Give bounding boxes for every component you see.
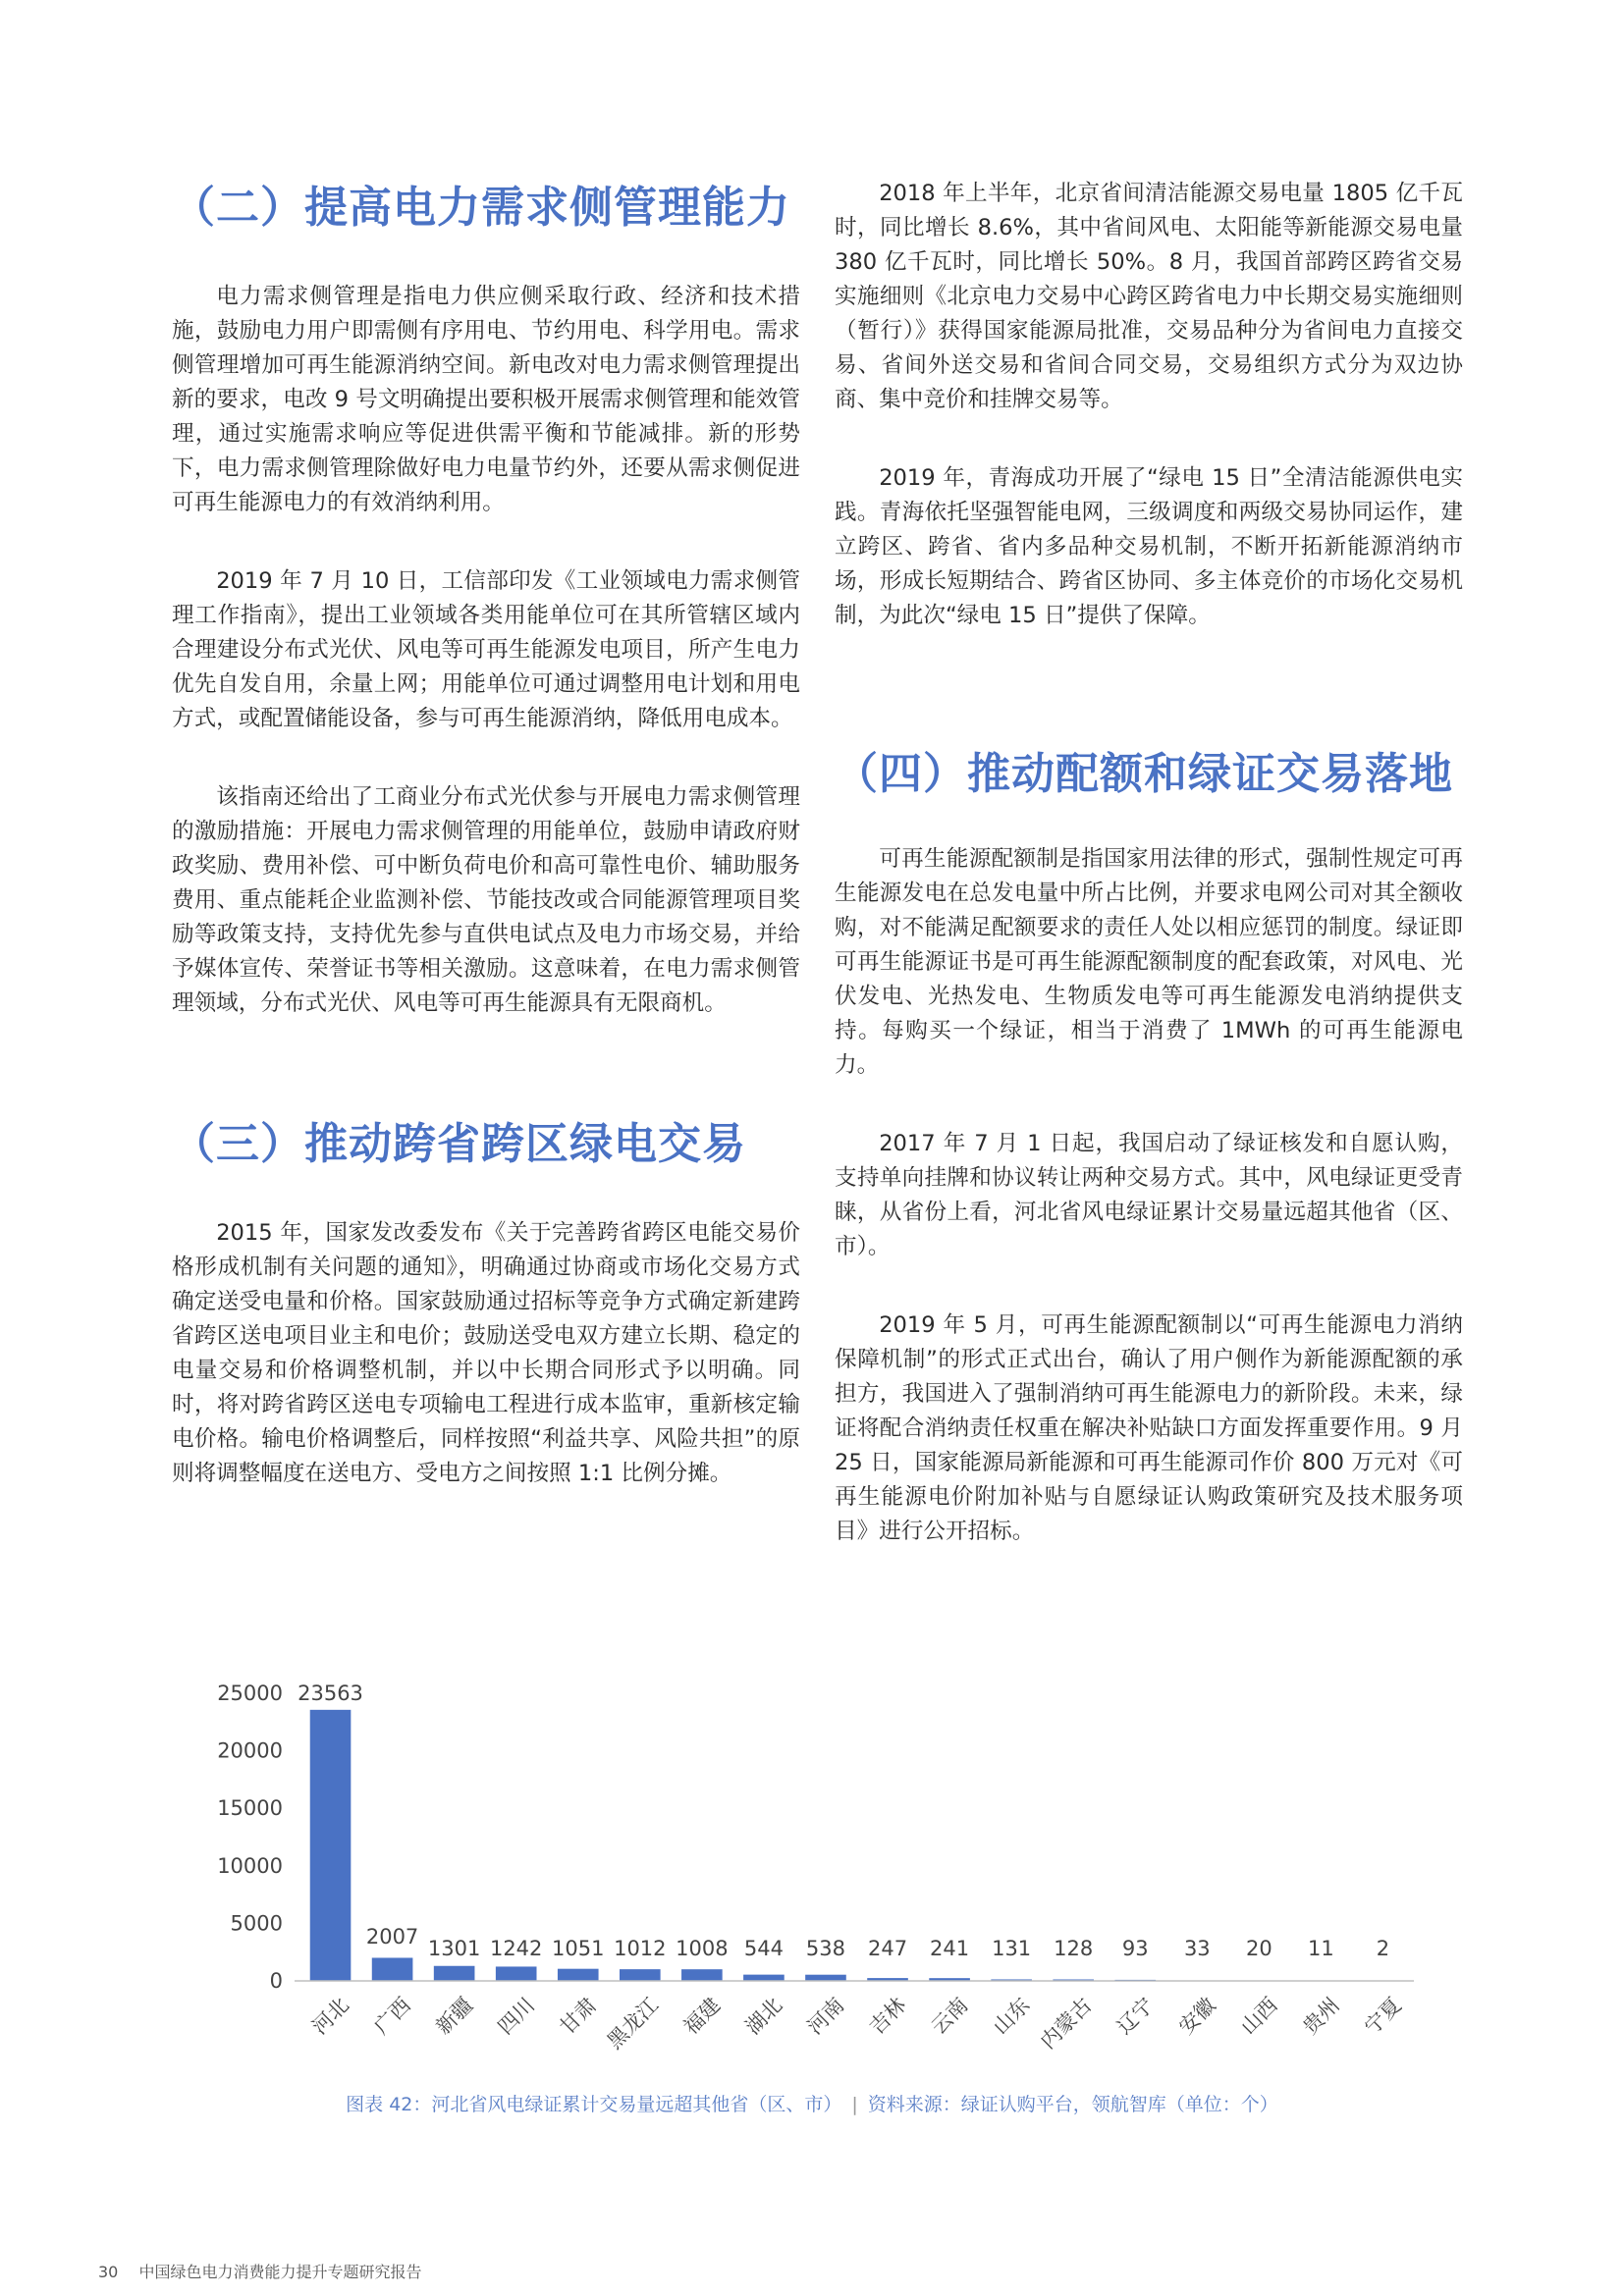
page-footer xyxy=(98,2260,421,2282)
paragraph: 2019 年，青海成功开展了“绿电 15 日”全清洁能源供电实践。青海依托坚强智能电网，三级调度和两级交易协同运作，建立跨区、跨省、省内多品种交易机制，不断开拓新能源消纳市场，形成长短期结合、跨省区协同、多主体竞价的市场化交易机制，为此次“绿电 15 日”提供了保障。 xyxy=(835,465,1463,628)
bar xyxy=(805,1975,846,1981)
bar xyxy=(434,1966,475,1981)
x-tick-label: 河南 xyxy=(802,1993,849,2040)
paragraph: 可再生能源配额制是指国家用法律的形式，强制性规定可再生能源发电在总发电量中所占比例，并要求电网公司对其全额收购，对不能满足配额要求的责任人处以相应惩罚的制度。绿证即可再生能源证书是可再生能源配额制度的配套政策，对风电、光伏发电、光热发电、生物质发电等可再生能源发电消纳提供支持。每购买一个绿证，相当于消费了 1MWh 的可再生能源电力。 xyxy=(835,845,1463,1078)
x-tick-label: 贵州 xyxy=(1298,1993,1344,2040)
paragraph: 电力需求侧管理是指电力供应侧采取行政、经济和技术措施，鼓励电力用户即需侧有序用电、节约用电、科学用电。需求侧管理增加可再生能源消纳空间。新电改对电力需求侧管理提出新的要求，电改 9 号文明确提出要积极开展需求侧管理和能效管理，通过实施需求响应等促进供需平衡和节能减排。新的形势下，电力需求侧管理除做好电力电量节约外，还要从需求侧促进可再生能源电力的有效消纳利用。 xyxy=(172,283,800,515)
data-label: 538 xyxy=(805,1937,846,1960)
x-tick-label: 山西 xyxy=(1236,1993,1282,2040)
x-tick-label: 河北 xyxy=(307,1993,353,2040)
data-label: 1008 xyxy=(676,1937,729,1960)
data-label: 20 xyxy=(1245,1937,1272,1960)
paragraph: 2015 年，国家发改委发布《关于完善跨省跨区电能交易价格形成机制有关问题的通知》，明确通过协商或市场化交易方式确定送受电量和价格。国家鼓励通过招标等竞争方式确定新建跨省跨区送电项目业主和电价；鼓励送受电双方建立长期、稳定的电量交易和价格调整机制，并以中长期合同形式予以明确。同时，将对跨省跨区送电专项输电工程进行成本监审，重新核定输电价格。输电价格调整后，同样按照“利益共享、风险共担”的原则将调整幅度在送电方、受电方之间按照 1:1 比例分摊。 xyxy=(172,1219,800,1486)
x-tick-label: 湖北 xyxy=(740,1993,787,2040)
bar xyxy=(743,1975,785,1981)
y-tick-label: 25000 xyxy=(217,1682,283,1705)
y-tick-label: 0 xyxy=(269,1969,283,1993)
x-tick-label: 吉林 xyxy=(864,1993,911,2040)
chart-caption-title: 图表 42：河北省风电绿证累计交易量远超其他省（区、市） xyxy=(346,2094,842,2115)
bar xyxy=(372,1957,413,1981)
x-tick-label: 宁夏 xyxy=(1360,1993,1406,2040)
x-tick-label: 甘肃 xyxy=(555,1993,602,2040)
bar xyxy=(681,1969,723,1981)
data-label: 241 xyxy=(930,1937,970,1960)
left-column xyxy=(172,177,800,1491)
paragraph: 2019 年 7 月 10 日，工信部印发《工业领域电力需求侧管理工作指南》，提出工业领域各类用能单位可在其所管辖区域内合理建设分布式光伏、风电等可再生能源发电项目，所产生电力优先自发自用，余量上网；用能单位可通过调整用电计划和用电方式，或配置储能设备，参与可再生能源消纳，降低用电成本。 xyxy=(172,567,800,731)
bar-chart xyxy=(196,1654,1434,2076)
bar xyxy=(310,1710,352,1981)
x-tick-label: 云南 xyxy=(926,1993,973,2040)
chart-caption-source: 资料来源：绿证认购平台，领航智库（单位：个） xyxy=(867,2094,1278,2115)
data-label: 1301 xyxy=(427,1937,481,1960)
data-label: 1012 xyxy=(614,1937,667,1960)
y-tick-label: 20000 xyxy=(217,1738,283,1763)
data-label: 544 xyxy=(743,1937,784,1960)
report-title: 中国绿色电力消费能力提升专题研究报告 xyxy=(138,2263,422,2281)
bar xyxy=(620,1969,661,1981)
y-tick-label: 15000 xyxy=(217,1796,283,1821)
chart-svg xyxy=(196,1654,1434,2076)
data-label: 1242 xyxy=(489,1937,543,1960)
section-4-title: （四）推动配额和绿证交易落地 xyxy=(835,749,1453,799)
section-2-title: （二）提高电力需求侧管理能力 xyxy=(172,183,790,233)
paragraph: 2018 年上半年，北京省间清洁能源交易电量 1805 亿千瓦时，同比增长 8.6%，其中省间风电、太阳能等新能源交易电量 380 亿千瓦时，同比增长 50%。8 月，我国首部跨区跨省交易实施细则《北京电力交易中心跨区跨省电力中长期交易实施细则（暂行）》获得国家能源局批准，交易品种分为省间电力直接交易、省间外送交易和省间合同交易，交易组织方式分为双边协商、集中竞价和挂牌交易等。 xyxy=(835,181,1463,412)
y-tick-label: 10000 xyxy=(217,1853,283,1878)
x-tick-label: 四川 xyxy=(493,1993,540,2040)
x-tick-label: 内蒙古 xyxy=(1036,1993,1097,2054)
data-label: 2 xyxy=(1376,1937,1390,1960)
bar xyxy=(496,1966,537,1981)
data-label: 11 xyxy=(1308,1937,1334,1960)
x-tick-label: 山东 xyxy=(988,1993,1035,2040)
data-label: 247 xyxy=(867,1937,908,1960)
x-tick-label: 广西 xyxy=(369,1993,415,2040)
data-label: 93 xyxy=(1121,1937,1149,1960)
bar xyxy=(558,1969,599,1981)
paragraph: 该指南还给出了工商业分布式光伏参与开展电力需求侧管理的激励措施：开展电力需求侧管理的用能单位，鼓励申请政府财政奖励、费用补偿、可中断负荷电价和高可靠性电价、辅助服务费用、重点能耗企业监测补偿、节能技改或合同能源管理项目奖励等政策支持，支持优先参与直供电试点及电力市场交易，并给予媒体宣传、荣誉证书等相关激励。这意味着，在电力需求侧管理领域，分布式光伏、风电等可再生能源具有无限商机。 xyxy=(172,783,800,1016)
data-label: 128 xyxy=(1054,1937,1094,1960)
x-tick-label: 安徽 xyxy=(1174,1993,1220,2040)
caption-separator: | xyxy=(851,2094,858,2115)
section-3-title: （三）推动跨省跨区绿电交易 xyxy=(172,1118,746,1169)
data-label: 2007 xyxy=(365,1925,419,1949)
right-column xyxy=(835,177,1463,1549)
x-tick-label: 福建 xyxy=(678,1993,726,2040)
paragraph: 2019 年 5 月，可再生能源配额制以“可再生能源电力消纳保障机制”的形式正式出台，确认了用户侧作为新能源配额的承担方，我国进入了强制消纳可再生能源电力的新阶段。未来，绿证将配合消纳责任权重在解决补贴缺口方面发挥重要作用。9 月 25 日，国家能源局新能源和可再生能源司作价 800 万元对《可再生能源电价附加补贴与自愿绿证认购政策研究及技术服务项目》进行公开招标。 xyxy=(835,1311,1463,1544)
paragraph: 2017 年 7 月 1 日起，我国启动了绿证核发和自愿认购，支持单向挂牌和协议转让两种交易方式。其中，风电绿证更受青睐，从省份上看，河北省风电绿证累计交易量远超其他省（区、市）。 xyxy=(835,1130,1463,1259)
data-label: 131 xyxy=(992,1937,1032,1960)
x-tick-label: 黑龙江 xyxy=(602,1993,664,2054)
chart-caption xyxy=(0,2090,1624,2116)
y-tick-label: 5000 xyxy=(230,1911,283,1936)
data-label: 23563 xyxy=(298,1681,363,1705)
x-tick-label: 辽宁 xyxy=(1111,1993,1159,2040)
page-number: 30 xyxy=(98,2263,119,2281)
data-label: 33 xyxy=(1183,1937,1211,1960)
x-tick-label: 新疆 xyxy=(431,1993,478,2040)
data-label: 1051 xyxy=(552,1937,605,1960)
